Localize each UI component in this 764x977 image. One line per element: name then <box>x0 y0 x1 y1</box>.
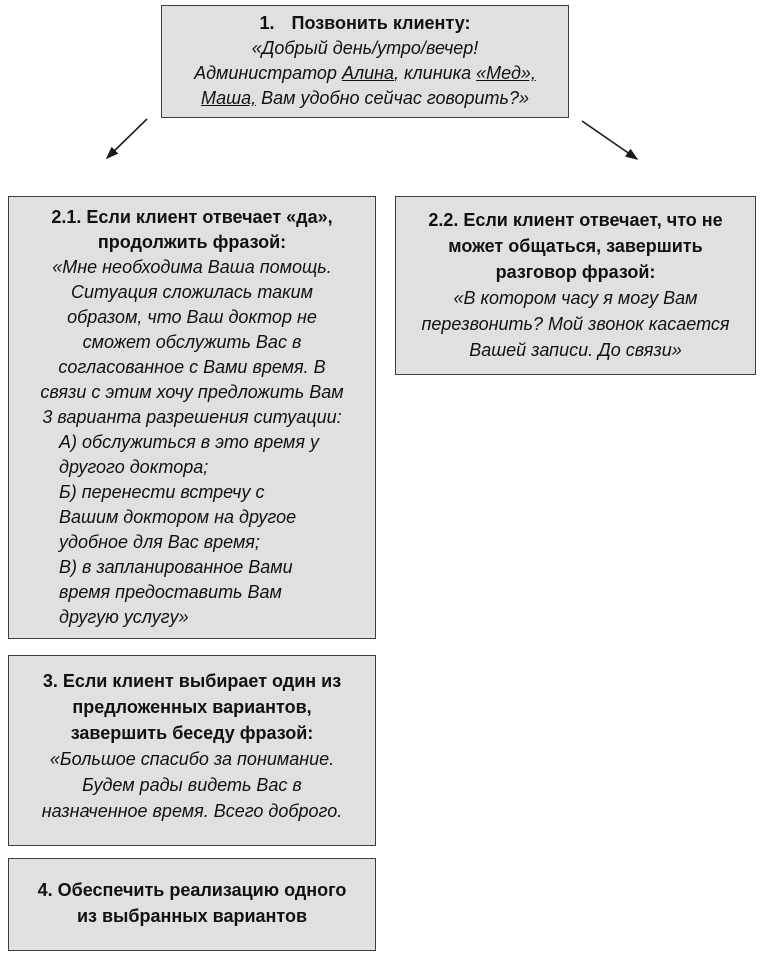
step-3-body-line: «Большое спасибо за понимание. <box>49 749 335 769</box>
step-2-2-body-line: «В котором часу я могу Вам <box>453 288 698 308</box>
node-step-4 <box>8 858 376 951</box>
step-2-1-option-line: Б) перенести встречу с <box>59 482 265 502</box>
step-2-1-option-line: другого доктора; <box>59 457 209 477</box>
step-1-text: , клиника <box>394 63 477 83</box>
step-2-1-intro-line: «Мне необходима Ваша помощь. <box>52 257 332 277</box>
step-1-heading <box>162 11 568 36</box>
step-1-title: Позвонить клиенту: <box>291 13 471 33</box>
step-1-line <box>162 61 568 86</box>
node-step-3 <box>8 655 376 846</box>
step-1-line <box>162 86 568 111</box>
step-1-client-name: Маша, <box>200 88 257 108</box>
step-2-1-intro-line: образом, что Ваш доктор не <box>67 307 317 327</box>
step-2-2-heading-line: 2.2. Если клиент отвечает, что не <box>428 210 723 230</box>
step-3-body-line: Будем рады видеть Вас в <box>82 775 302 795</box>
step-3-heading-line: завершить беседу фразой: <box>70 723 314 743</box>
arrow-to-step-2-1 <box>107 119 147 158</box>
step-1-admin-name: Алина <box>341 63 395 83</box>
step-1-number: 1. <box>259 13 275 33</box>
node-step-2-2 <box>395 196 756 375</box>
step-2-1-option-line: А) обслужиться в это время у <box>59 432 319 452</box>
step-2-2-heading-line: может общаться, завершить <box>448 236 703 256</box>
step-2-1-intro-line: согласованное с Вами время. В <box>58 357 326 377</box>
step-2-1-intro-line: сможет обслужить Вас в <box>82 332 302 352</box>
step-1-line: «Добрый день/утро/вечер! <box>251 38 479 58</box>
step-3-heading-line: 3. Если клиент выбирает один из <box>42 671 342 691</box>
step-2-1-intro-line: 3 варианта разрешения ситуации: <box>42 407 342 427</box>
step-2-1-heading-line: 2.1. Если клиент отвечает «да», <box>51 207 333 227</box>
node-step-1 <box>161 5 569 118</box>
step-1-clinic-name: «Мед», <box>476 63 536 83</box>
step-4-line: из выбранных вариантов <box>76 906 308 926</box>
step-2-1-option-line: Вашим доктором на другое <box>59 507 297 527</box>
step-3-heading-line: предложенных вариантов, <box>72 697 312 717</box>
step-4-line: 4. Обеспечить реализацию одного <box>37 880 347 900</box>
step-1-text: Вам удобно сейчас говорить?» <box>256 88 530 108</box>
step-2-1-heading-line: продолжить фразой: <box>97 232 287 252</box>
step-2-2-body-line: Вашей записи. До связи» <box>469 340 682 360</box>
step-2-1-option-line: время предоставить Вам <box>59 582 282 602</box>
arrow-to-step-2-2 <box>582 121 637 159</box>
step-1-text: Администратор <box>194 63 342 83</box>
step-2-2-body-line: перезвонить? Мой звонок касается <box>421 314 730 334</box>
step-2-1-intro-line: связи с этим хочу предложить Вам <box>40 382 344 402</box>
step-2-2-heading-line: разговор фразой: <box>495 262 656 282</box>
step-2-1-intro-line: Ситуация сложилась таким <box>71 282 313 302</box>
step-2-1-option-line: удобное для Вас время; <box>59 532 260 552</box>
node-step-2-1 <box>8 196 376 639</box>
step-2-1-option-line: другую услугу» <box>59 607 189 627</box>
step-2-1-option-line: В) в запланированное Вами <box>59 557 293 577</box>
step-3-body-line: назначенное время. Всего доброго. <box>41 801 343 821</box>
